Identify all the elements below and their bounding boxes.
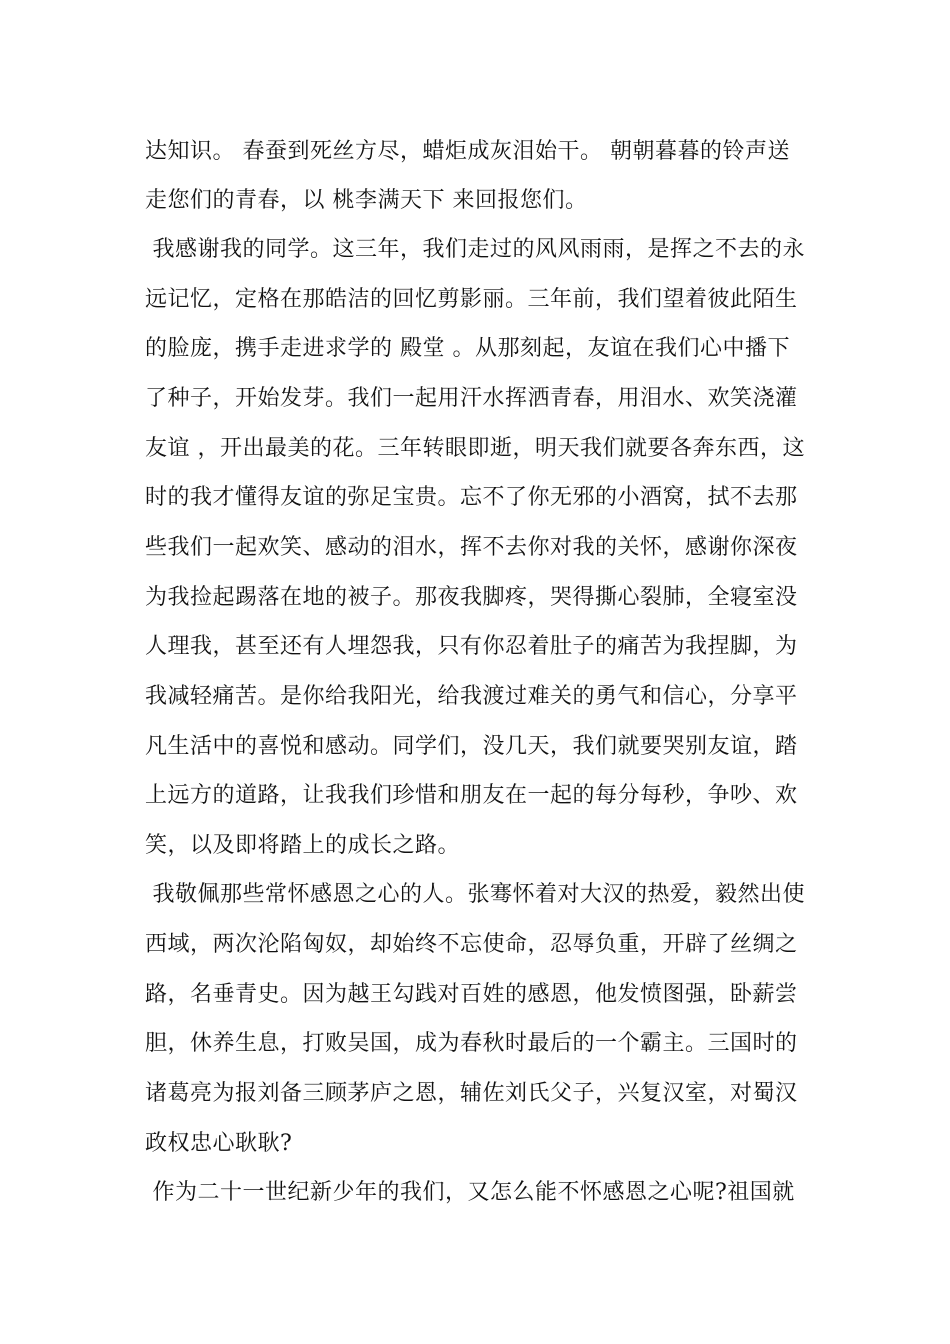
text-line: 些我们一起欢笑、感动的泪水，挥不去你对我的关怀，感谢你深夜 bbox=[145, 535, 798, 560]
text-line: 胆，休养生息，打败吴国，成为春秋时最后的一个霸主。三国时的 bbox=[145, 1031, 798, 1056]
text-line: 笑，以及即将踏上的成长之路。 bbox=[145, 833, 461, 858]
text-line: 了种子，开始发芽。我们一起用汗水挥洒青春，用泪水、欢笑浇灌 bbox=[145, 386, 798, 411]
text-line: 我感谢我的同学。这三年，我们走过的风风雨雨，是挥之不去的永 bbox=[145, 237, 805, 262]
text-line: 我敬佩那些常怀感恩之心的人。张骞怀着对大汉的热爱，毅然出使 bbox=[145, 882, 805, 907]
text-line: 走您们的青春，以 桃李满天下 来回报您们。 bbox=[145, 188, 588, 213]
text-line: 西域，两次沦陷匈奴，却始终不忘使命，忍辱负重，开辟了丝绸之 bbox=[145, 932, 798, 957]
text-line: 时的我才懂得友谊的弥足宝贵。忘不了你无邪的小酒窝，拭不去那 bbox=[145, 485, 798, 510]
text-line: 的脸庞，携手走进求学的 殿堂 。从那刻起，友谊在我们心中播下 bbox=[145, 336, 790, 361]
text-line: 作为二十一世纪新少年的我们，又怎么能不怀感恩之心呢?祖国就 bbox=[145, 1180, 795, 1205]
text-line: 诸葛亮为报刘备三顾茅庐之恩，辅佐刘氏父子，兴复汉室，对蜀汉 bbox=[145, 1081, 798, 1106]
text-line: 凡生活中的喜悦和感动。同学们，没几天，我们就要哭别友谊，踏 bbox=[145, 734, 798, 759]
text-line: 我减轻痛苦。是你给我阳光，给我渡过难关的勇气和信心，分享平 bbox=[145, 684, 798, 709]
text-line: 上远方的道路，让我我们珍惜和朋友在一起的每分每秒，争吵、欢 bbox=[145, 783, 798, 808]
text-line: 路，名垂青史。因为越王勾践对百姓的感恩，他发愤图强，卧薪尝 bbox=[145, 982, 798, 1007]
text-line: 人理我，甚至还有人埋怨我，只有你忍着肚子的痛苦为我捏脚，为 bbox=[145, 634, 798, 659]
text-line: 达知识。 春蚕到死丝方尽，蜡炬成灰泪始干。 朝朝暮暮的铃声送 bbox=[145, 139, 790, 164]
text-line: 政权忠心耿耿? bbox=[145, 1131, 293, 1156]
text-line: 远记忆，定格在那皓洁的回忆剪影丽。三年前，我们望着彼此陌生 bbox=[145, 287, 798, 312]
text-line: 为我捡起踢落在地的被子。那夜我脚疼，哭得撕心裂肺，全寝室没 bbox=[145, 585, 798, 610]
text-line: 友谊 ，开出最美的花。三年转眼即逝，明天我们就要各奔东西，这 bbox=[145, 436, 805, 461]
